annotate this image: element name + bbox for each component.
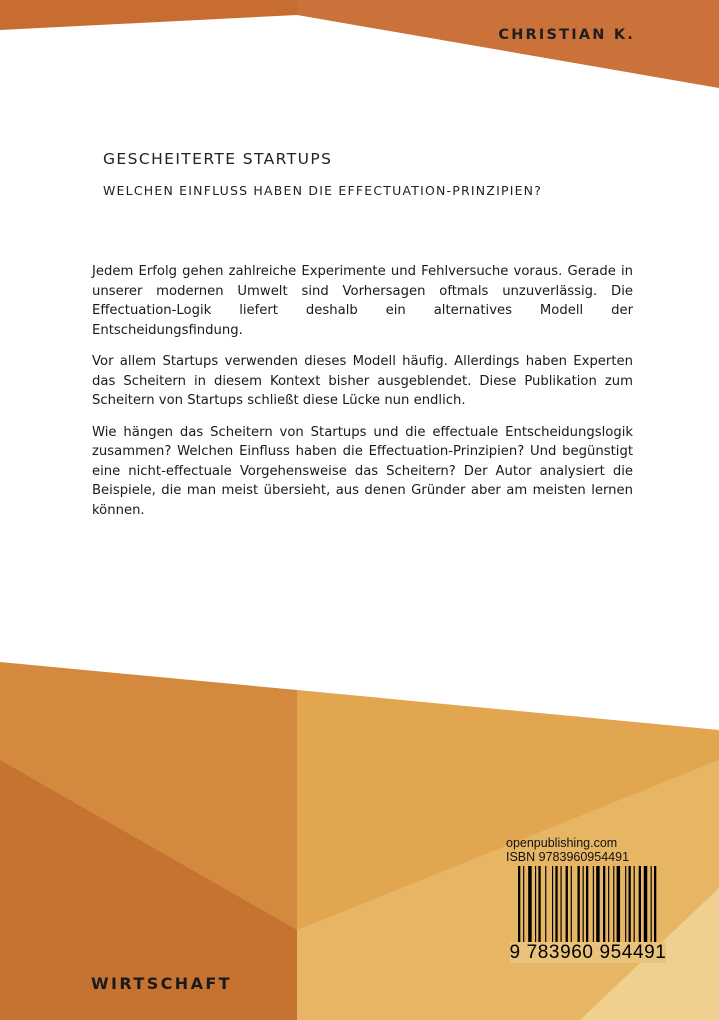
isbn-digits-text: 9 783960 954491 [509, 942, 667, 963]
barcode-bar [634, 866, 635, 946]
top-band-left [0, 0, 297, 30]
isbn-digits [506, 942, 670, 964]
barcode-bar [555, 866, 557, 946]
barcode-bar [523, 866, 524, 946]
barcode-bar [613, 866, 614, 946]
book-title: GESCHEITERTE STARTUPS [103, 150, 333, 168]
barcode-bar [617, 866, 620, 946]
top-band-right [297, 0, 719, 88]
barcode-bar [518, 866, 520, 946]
blurb-paragraph: Wie hängen das Scheitern von Startups und die effectuale Entscheidungslogik zusammen? Welchen Einfluss haben die Effectuation-Prinzipien? Und begünstigt eine nicht-effectuale Vorgehensweise das Scheitern? Der Autor analysiert die Beispiele, die man meist übersieht, aus denen Gründer aber am meisten lernen können. [92, 424, 633, 518]
barcode-bar [552, 866, 553, 946]
barcode-bar [639, 866, 641, 946]
barcode-bar [538, 866, 540, 946]
category-label: WIRTSCHAFT [91, 974, 232, 993]
barcode-bar [651, 866, 652, 946]
barcode-bar [571, 866, 572, 946]
barcode-bar [593, 866, 594, 946]
isbn-label: ISBN 9783960954491 [506, 850, 630, 864]
barcode-bar [596, 866, 599, 946]
barcode-bar [608, 866, 609, 946]
barcode-bar [654, 866, 656, 946]
barcode-bar [528, 866, 531, 946]
barcode-bar [629, 866, 631, 946]
blurb [92, 262, 633, 532]
barcode-bar [535, 866, 536, 946]
blurb-paragraph: Jedem Erfolg gehen zahlreiche Experimente und Fehlversuche voraus. Gerade in unserer modernen Umwelt sind Vorhersagen oftmals unzuverlässig. Die Effectuation-Logik liefert deshalb ein alternatives Modell der Entscheidungsfindung. [92, 264, 633, 338]
barcode-bar [578, 866, 580, 946]
barcode-bar [586, 866, 588, 946]
publisher-url: openpublishing.com [506, 836, 618, 850]
barcode-bar [545, 866, 546, 946]
barcode-bar [566, 866, 568, 946]
barcode-bar [644, 866, 647, 946]
book-subtitle: WELCHEN EINFLUSS HABEN DIE EFFECTUATION-PRINZIPIEN? [103, 183, 543, 198]
barcode-bar [561, 866, 562, 946]
blurb-paragraph: Vor allem Startups verwenden dieses Modell häufig. Allerdings haben Experten das Scheitern in diesem Kontext bisher ausgeblendet. Diese Publikation zum Scheitern von Startups schließt diese Lücke nun endlich. [92, 354, 633, 408]
barcode-bar [603, 866, 605, 946]
author-name: CHRISTIAN K. [498, 27, 635, 43]
barcode-bar [625, 866, 626, 946]
barcode-bar [583, 866, 584, 946]
